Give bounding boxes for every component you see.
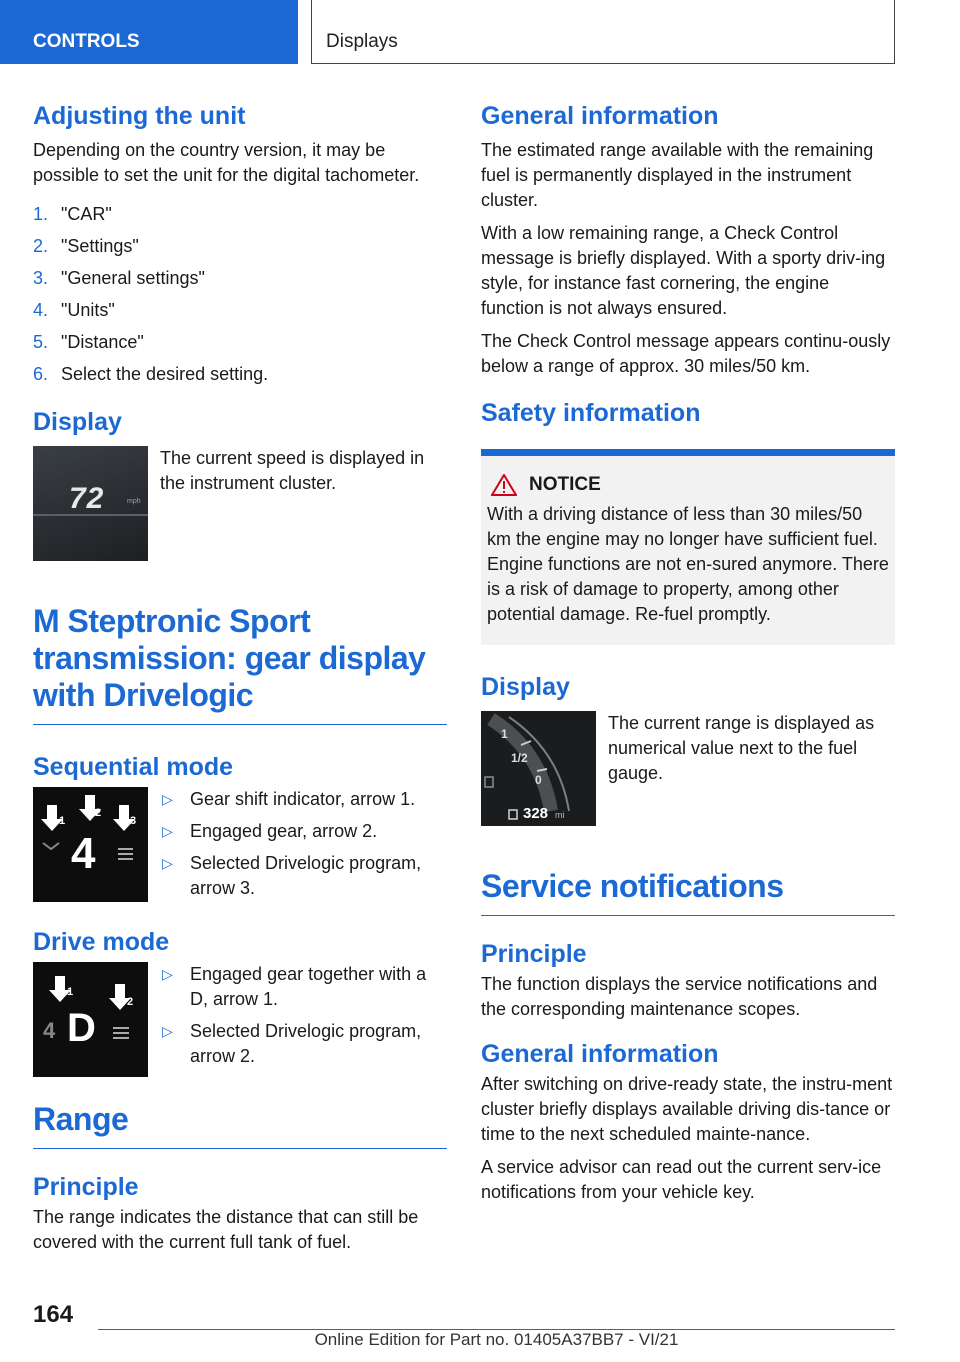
range-display-text: The current range is displayed as numerical value next to the fuel gauge.	[608, 713, 875, 783]
bullet-text: Engaged gear together with a D, arrow 1.	[190, 964, 427, 1009]
arrow-label-1: 1	[59, 815, 66, 827]
step-number: 4.	[33, 300, 49, 320]
section-title: Displays	[311, 0, 895, 64]
warning-icon	[491, 474, 517, 496]
step-text: "Units"	[61, 300, 115, 320]
service-general-heading: General information	[481, 1040, 719, 1068]
list-item	[33, 198, 447, 230]
drive-bullets	[160, 962, 447, 1069]
gauge-label-half: 1/2	[511, 751, 528, 765]
list-item	[33, 358, 447, 390]
list-item	[33, 262, 447, 294]
fuel-gauge-image	[481, 711, 596, 826]
drive-mode-row	[33, 962, 447, 1077]
adjust-unit-text: Depending on the country version, it may be possible to set the unit for the digital tachometer.	[33, 140, 420, 185]
general-info-p3: The Check Control message appears continu‐ously below a range of approx. 30 miles/50 km.	[481, 331, 891, 376]
sequential-mode-row	[33, 787, 447, 908]
bullet-text: Selected Drivelogic program, arrow 2.	[190, 1021, 422, 1066]
notice-text: With a driving distance of less than 30 miles/50 km the engine may no longer have sufficient fuel. Engine functions are not en‐sured anymore. There is a risk of damage to property, among other potential damage. Re‐fuel promptly.	[487, 504, 889, 624]
step-text: "General settings"	[61, 268, 205, 288]
drive-letter: D	[67, 1006, 96, 1050]
sequential-gear-image	[33, 787, 148, 902]
edition-note: Online Edition for Part no. 01405A37BB7 - VI/21	[314, 1330, 679, 1349]
range-heading: Range	[33, 1101, 447, 1149]
right-column	[481, 100, 895, 1213]
list-item: ▷ Gear shift indicator, arrow 1.	[160, 787, 447, 812]
gauge-label-empty: 0	[535, 773, 542, 787]
steptronic-heading: M Steptronic Sport transmission: gear display with Drivelogic	[33, 603, 447, 725]
list-item: ▷ Engaged gear together with a D, arrow 1.	[160, 962, 447, 1012]
safety-info-heading: Safety information	[481, 399, 701, 427]
engaged-gear-value: 4	[71, 829, 96, 878]
service-notifications-heading: Service notifications	[481, 868, 895, 916]
arrow-label-2: 2	[127, 996, 134, 1008]
speed-display-text: The current speed is displayed in the instrument cluster.	[160, 448, 425, 493]
drive-mode-heading: Drive mode	[33, 928, 170, 956]
range-display-heading: Display	[481, 673, 570, 701]
general-info-heading: General information	[481, 102, 719, 130]
range-value: 328	[523, 805, 549, 822]
sequential-bullets	[160, 787, 447, 901]
speed-unit: mph	[127, 498, 141, 505]
list-item: ▷ Engaged gear, arrow 2.	[160, 819, 447, 844]
drive-gear-value: 4	[43, 1018, 56, 1043]
range-unit: mi	[555, 810, 565, 820]
step-number: 6.	[33, 364, 49, 384]
sequential-mode-heading: Sequential mode	[33, 753, 234, 781]
range-principle-heading: Principle	[33, 1173, 139, 1201]
step-text: "Distance"	[61, 332, 144, 352]
chapter-tab: CONTROLS	[0, 0, 298, 64]
service-principle-text: The function displays the service notifications and the corresponding maintenance scopes.	[481, 974, 878, 1019]
adjust-unit-heading: Adjusting the unit	[33, 102, 246, 130]
speed-display-image	[33, 446, 148, 561]
step-text: "CAR"	[61, 204, 112, 224]
left-column	[33, 100, 447, 1263]
gauge-label-full: 1	[501, 727, 508, 741]
service-general-p1: After switching on drive-ready state, the instru‐ment cluster briefly displays available driving dis‐tance or time to the next scheduled mainte‐nance.	[481, 1074, 893, 1144]
bullet-text: Selected Drivelogic program, arrow 3.	[190, 853, 422, 898]
range-principle-text: The range indicates the distance that can still be covered with the current full tank of fuel.	[33, 1207, 419, 1252]
general-info-p2: With a low remaining range, a Check Control message is briefly displayed. With a sporty driv‐ing style, for instance fast cornering, the engine function is not always ensured.	[481, 223, 886, 318]
bullet-text: Engaged gear, arrow 2.	[190, 821, 378, 841]
step-number: 2.	[33, 236, 49, 256]
notice-label: NOTICE	[529, 474, 601, 495]
display-heading: Display	[33, 408, 122, 436]
service-general-p2: A service advisor can read out the current serv‐ice notifications from your vehicle key.	[481, 1157, 882, 1202]
adjust-steps-list	[33, 198, 447, 390]
step-text: Select the desired setting.	[61, 364, 269, 384]
list-item	[33, 294, 447, 326]
speed-display-row	[33, 446, 447, 561]
step-text: "Settings"	[61, 236, 139, 256]
drive-gear-image	[33, 962, 148, 1077]
list-item: ▷ Selected Drivelogic program, arrow 3.	[160, 851, 447, 901]
bullet-text: Gear shift indicator, arrow 1.	[190, 789, 416, 809]
general-info-p1: The estimated range available with the remaining fuel is permanently displayed in the instrument cluster.	[481, 140, 874, 210]
arrow-label-2: 2	[95, 807, 102, 819]
step-number: 5.	[33, 332, 49, 352]
list-item	[33, 326, 447, 358]
range-display-row	[481, 711, 895, 826]
arrow-label-1: 1	[67, 986, 74, 998]
list-item	[33, 230, 447, 262]
notice-box	[481, 449, 895, 645]
service-principle-heading: Principle	[481, 940, 587, 968]
arrow-label-3: 3	[130, 815, 137, 827]
step-number: 3.	[33, 268, 49, 288]
list-item: ▷ Selected Drivelogic program, arrow 2.	[160, 1019, 447, 1069]
step-number: 1.	[33, 204, 49, 224]
speed-value: 72	[69, 482, 105, 515]
page-number: 164	[33, 1301, 74, 1328]
